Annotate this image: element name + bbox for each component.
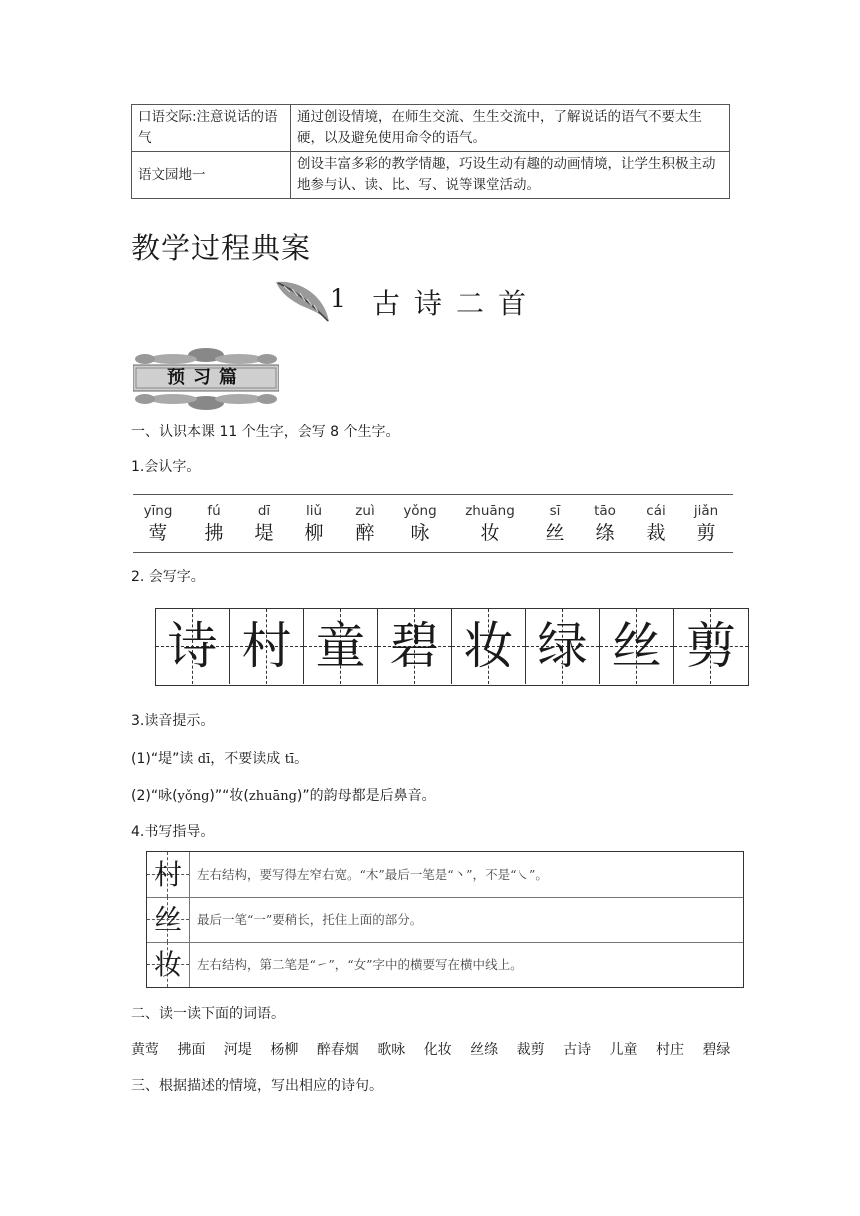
part3-heading: 三、根据描述的情境，写出相应的诗句。 xyxy=(131,1078,383,1094)
grid-cell: 诗 xyxy=(156,609,230,684)
char-item: jiǎn 剪 xyxy=(693,503,719,544)
guide-text: 左右结构，要写得左窄右宽。“木”最后一笔是“丶”，不是“㇏”。 xyxy=(197,867,548,882)
objectives-table xyxy=(131,104,730,199)
guide-row xyxy=(147,942,743,987)
char-item: cái 裁 xyxy=(646,503,666,544)
pron-heading: 3.读音提示。 xyxy=(131,713,215,729)
word-item: 裁剪 xyxy=(516,1042,545,1058)
grid-cell: 丝 xyxy=(600,609,674,684)
grid-cell: 剪 xyxy=(674,609,748,684)
char-item: liǔ 柳 xyxy=(304,503,324,544)
guide-text: 最后一笔“一”要稍长，托住上面的部分。 xyxy=(197,912,423,927)
grid-cell: 童 xyxy=(304,609,378,684)
word-item: 歌咏 xyxy=(377,1042,406,1058)
word-item: 碧绿 xyxy=(702,1042,731,1058)
writing-grid xyxy=(155,608,749,686)
grid-cell: 妆 xyxy=(452,609,526,684)
guide-char: 妆 xyxy=(147,942,190,987)
grid-cell: 绿 xyxy=(526,609,600,684)
char-item: tāo 绦 xyxy=(594,503,616,544)
guide-char: 丝 xyxy=(147,897,190,942)
word-item: 河堤 xyxy=(223,1042,252,1058)
guide-text: 左右结构，第二笔是“㇀”，“女”字中的横要写在横中线上。 xyxy=(197,957,523,972)
recognize-chars-table xyxy=(133,494,733,553)
char-item: fú 拂 xyxy=(204,503,224,544)
writing-guide-table xyxy=(146,851,744,988)
write-heading: 2. 会写字。 xyxy=(131,569,205,585)
word-item: 醉春烟 xyxy=(316,1042,359,1058)
feather-quill-icon xyxy=(272,276,330,324)
word-item: 化妆 xyxy=(423,1042,452,1058)
char-item: zhuāng 妆 xyxy=(465,503,515,544)
grid-cell: 碧 xyxy=(378,609,452,684)
guide-heading: 4.书写指导。 xyxy=(131,824,215,840)
table-cell-topic: 语文园地一 xyxy=(132,152,291,199)
table-cell-topic: 口语交际:注意说话的语气 xyxy=(132,105,291,152)
char-item: yīng 莺 xyxy=(143,503,173,544)
lesson-number: 1 xyxy=(330,284,346,313)
table-cell-desc: 通过创设情境，在师生交流、生生交流中，了解说话的语气不要太生硬，以及避免使用命令的语气。 xyxy=(291,105,730,152)
part2-heading: 二、读一读下面的词语。 xyxy=(131,1006,285,1022)
recognize-heading: 1.会认字。 xyxy=(131,459,201,475)
pron-tip-1: (1)“堤”读 dī，不要读成 tī。 xyxy=(131,751,309,767)
char-item: yǒng 咏 xyxy=(403,503,437,544)
lesson-name: 古诗二首 xyxy=(372,287,541,320)
guide-row xyxy=(147,897,743,943)
char-item: dī 堤 xyxy=(254,503,274,544)
preview-banner xyxy=(133,345,279,413)
guide-row xyxy=(147,852,743,898)
word-list xyxy=(131,1040,744,1060)
table-cell-desc: 创设丰富多彩的教学情趣，巧设生动有趣的动画情境，让学生积极主动地参与认、读、比、写、说等课堂活动。 xyxy=(291,152,730,199)
word-item: 杨柳 xyxy=(270,1042,299,1058)
word-item: 丝绦 xyxy=(470,1042,499,1058)
table-row xyxy=(132,105,730,152)
pron-tip-2: (2)“咏(yǒng)”“妆(zhuāng)”的韵母都是后鼻音。 xyxy=(131,788,436,804)
grid-cell: 村 xyxy=(230,609,304,684)
table-row xyxy=(132,152,730,199)
word-item: 拂面 xyxy=(177,1042,206,1058)
part1-heading: 一、认识本课 11 个生字，会写 8 个生字。 xyxy=(131,424,400,440)
banner-label: 预习篇 xyxy=(167,367,245,388)
guide-char: 村 xyxy=(147,852,190,897)
char-item: zuì 醉 xyxy=(355,503,375,544)
char-item: sī 丝 xyxy=(545,503,565,544)
word-item: 儿童 xyxy=(609,1042,638,1058)
word-item: 古诗 xyxy=(563,1042,592,1058)
word-item: 村庄 xyxy=(655,1042,684,1058)
word-item: 黄莺 xyxy=(131,1042,159,1058)
section-title: 教学过程典案 xyxy=(131,231,312,265)
